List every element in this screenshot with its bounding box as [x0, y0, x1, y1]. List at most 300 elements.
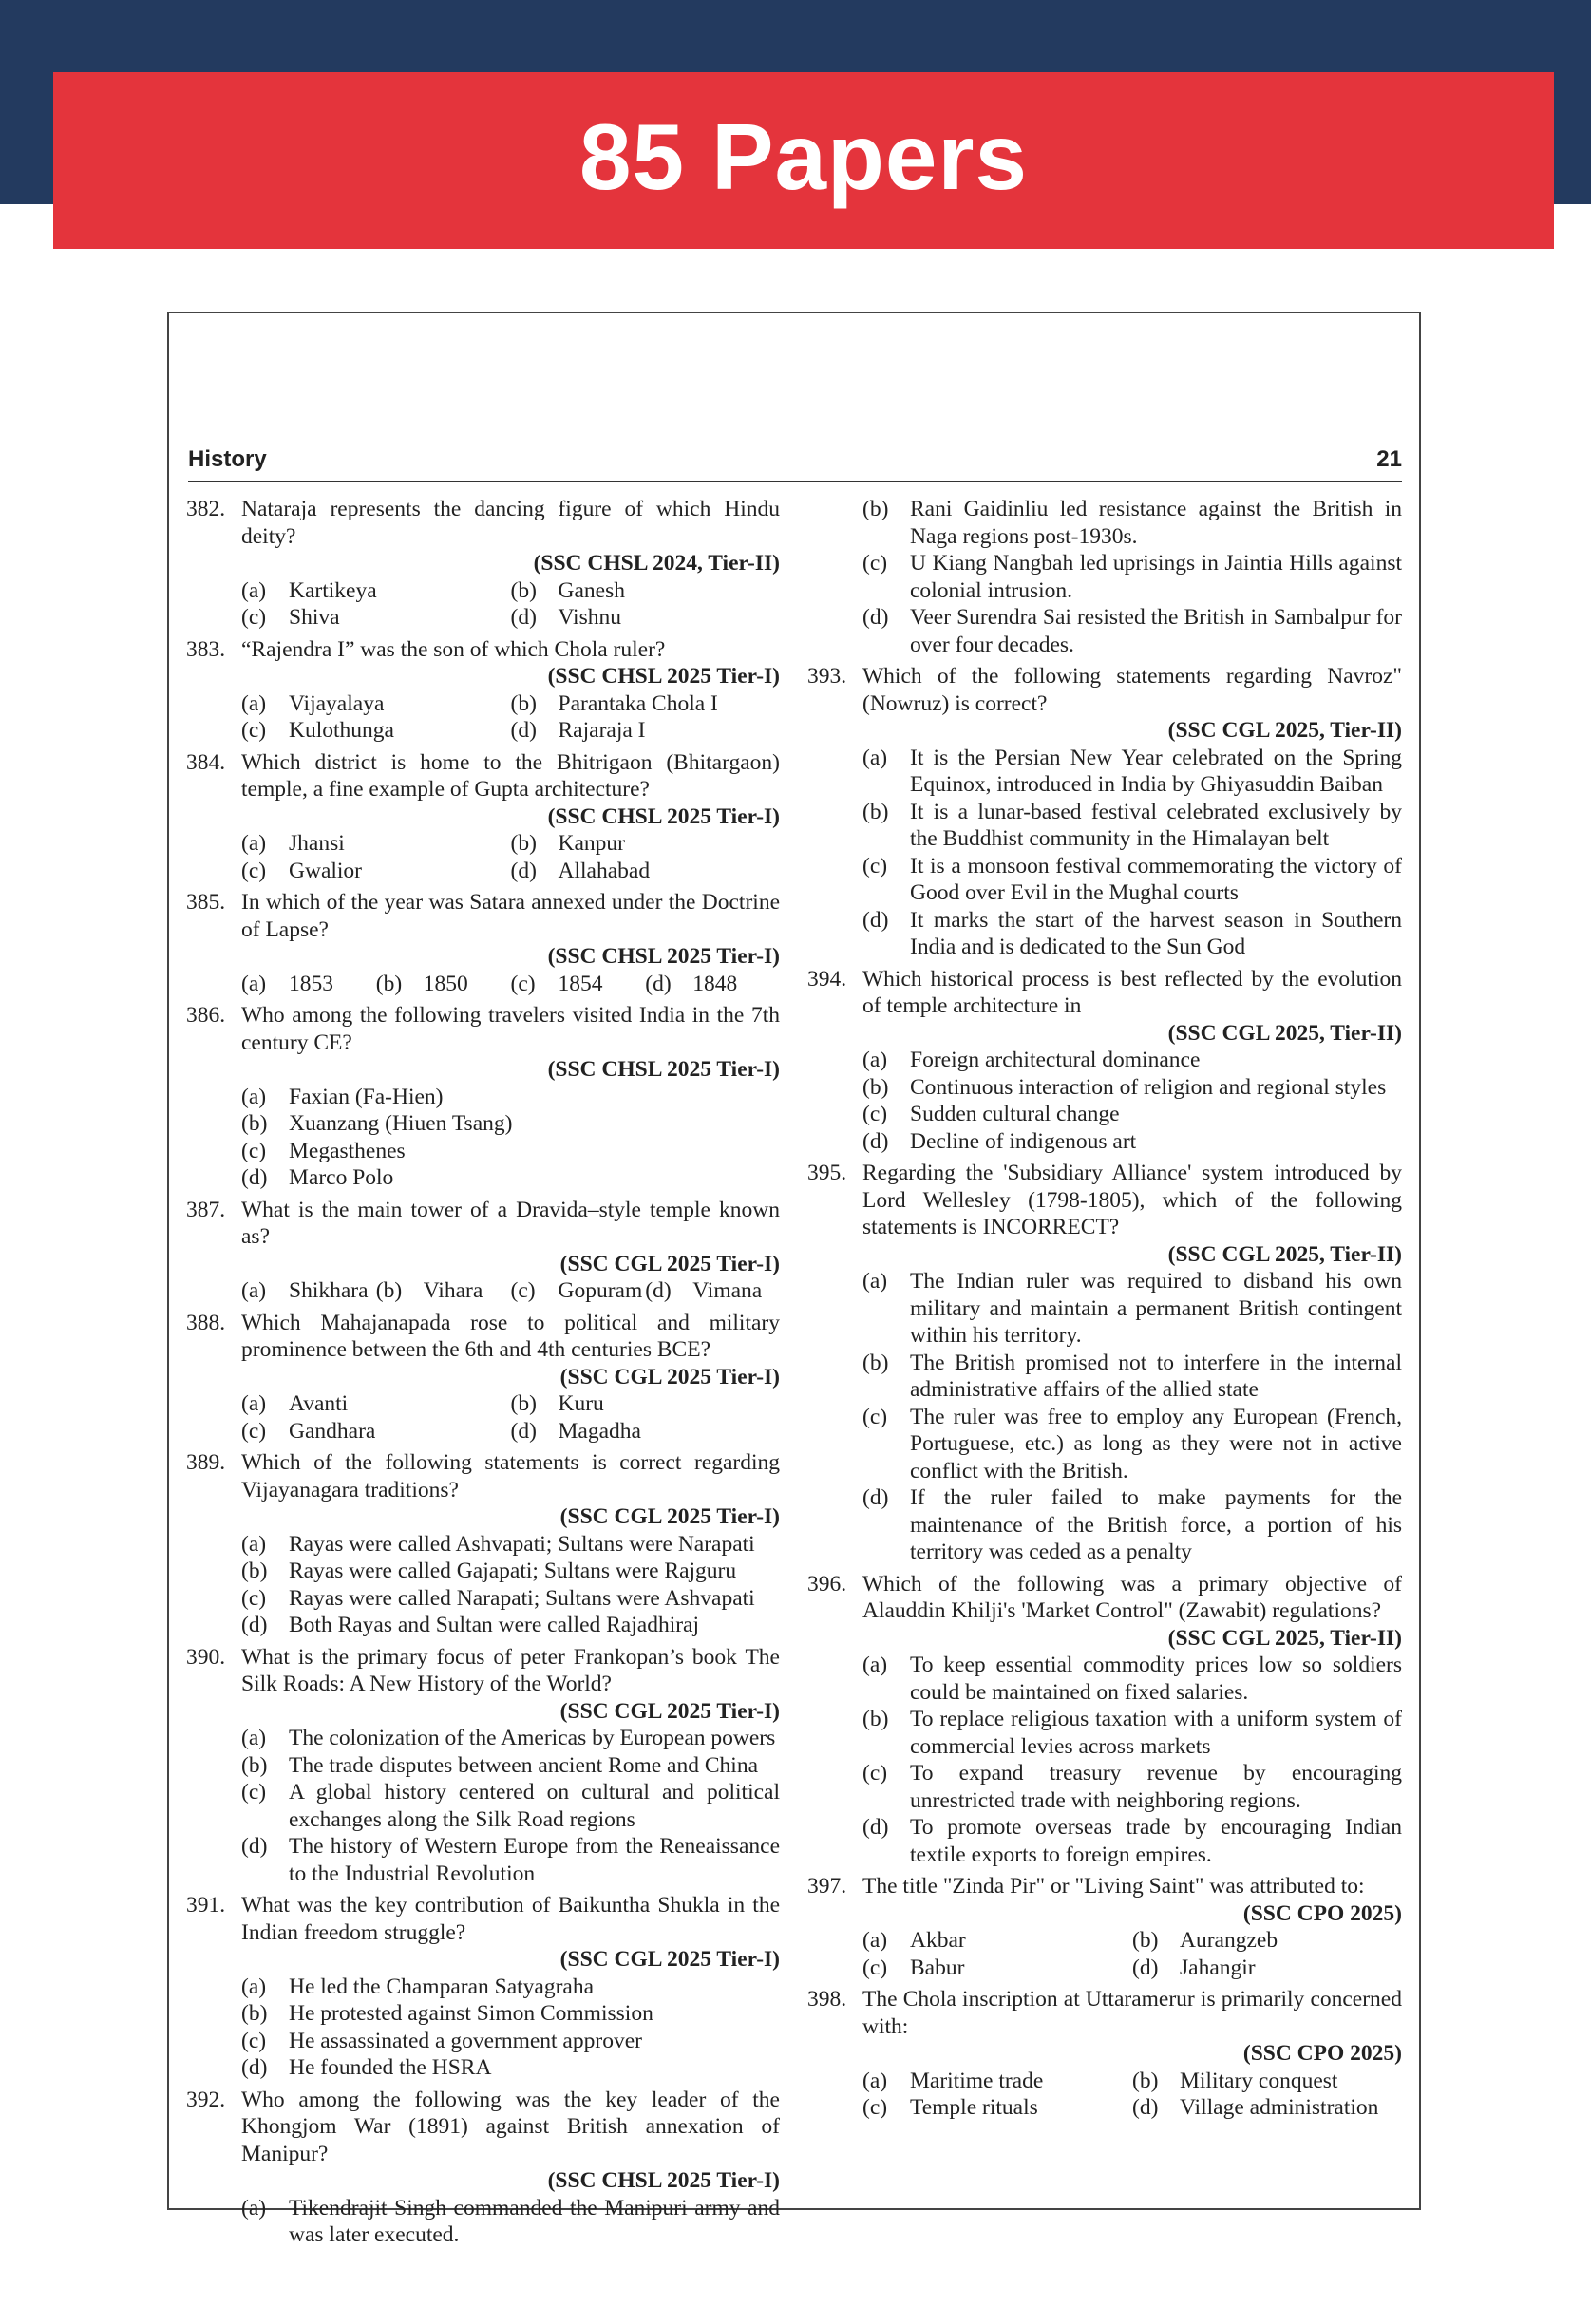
option-label: (b): [862, 1707, 889, 1731]
option-text: Avanti: [289, 1391, 349, 1416]
question-number: 385.: [186, 890, 226, 915]
question-text: [862, 966, 1402, 1020]
question-text-body: What was the key contribution of Baikuntha Shukla in the Indian freedom struggle?: [241, 1893, 780, 1945]
option-text: Rayas were called Narapati; Sultans were Ashvapati: [289, 1585, 755, 1611]
question: [186, 1197, 780, 1278]
option-text: Village administration: [1180, 2095, 1379, 2120]
question-number: 388.: [186, 1310, 226, 1335]
question-block: [186, 1449, 780, 1639]
exam-source: (SSC CGL 2025 Tier-I): [559, 1251, 780, 1276]
option-text: Both Rayas and Sultan were called Rajadhiraj: [289, 1613, 700, 1637]
option-text: He led the Champaran Satyagraha: [289, 1974, 595, 1999]
option-label: (a): [241, 690, 267, 716]
answer-option: [862, 1706, 1402, 1760]
option-label: (d): [862, 1485, 889, 1510]
question-block: [807, 1873, 1402, 1981]
question-number: 393.: [807, 664, 847, 689]
answer-option: [241, 971, 376, 998]
option-label: (c): [241, 2028, 267, 2053]
question-text: [241, 1644, 780, 1698]
option-text: Military conquest: [1180, 2068, 1338, 2093]
answer-option: [862, 1955, 1132, 1982]
question-text: [862, 1571, 1402, 1625]
option-label: (b): [862, 1074, 889, 1100]
answer-option: [241, 1558, 780, 1585]
options-grid: [241, 830, 780, 884]
option-text: A global history centered on cultural and political exchanges along the Silk Road regions: [289, 1780, 780, 1832]
option-text: Continuous interaction of religion and regional styles: [910, 1074, 1387, 1100]
option-text: To expand treasury revenue by encouraging unrestricted trade with neighboring regions.: [910, 1761, 1402, 1813]
option-label: (c): [862, 551, 888, 576]
question: [807, 663, 1402, 745]
option-text: The trade disputes between ancient Rome and China: [289, 1752, 758, 1778]
question-block: [807, 1160, 1402, 1566]
answer-option: [1132, 1955, 1402, 1982]
option-label: (c): [241, 605, 267, 630]
option-text: Temple rituals: [910, 2095, 1038, 2120]
question-number: 387.: [186, 1197, 226, 1222]
option-label: (a): [862, 1048, 888, 1072]
option-label: (b): [510, 831, 537, 856]
question: [186, 2087, 780, 2195]
option-text: Megasthenes: [289, 1138, 406, 1163]
question: [186, 1310, 780, 1391]
question: [186, 1449, 780, 1531]
answer-option: [511, 690, 781, 718]
option-text: Jhansi: [289, 831, 345, 856]
option-text: It is a monsoon festival commemorating the victory of Good over Evil in the Mughal courts: [910, 853, 1402, 905]
option-text: Parantaka Chola I: [558, 690, 718, 716]
answer-option: [376, 971, 511, 998]
answer-option: [241, 1725, 780, 1752]
question-text-body: What is the primary focus of peter Frankopan’s book The Silk Roads: A New History of the World?: [241, 1644, 780, 1696]
option-text: Aurangzeb: [1180, 1928, 1278, 1953]
option-label: (b): [375, 971, 403, 996]
answer-option: [376, 1277, 511, 1305]
answer-option: [862, 1927, 1132, 1955]
option-label: (d): [645, 1278, 672, 1303]
answer-option: [862, 1047, 1402, 1074]
option-text: Maritime trade: [910, 2068, 1044, 2093]
option-text: The history of Western Europe from the Reneaissance to the Industrial Revolution: [289, 1834, 780, 1886]
answer-option: [511, 1390, 781, 1418]
option-label: (d): [510, 858, 537, 883]
option-text: Allahabad: [558, 858, 651, 883]
option-label: (b): [1132, 2068, 1159, 2093]
answer-option: [862, 1350, 1402, 1404]
answer-option: [241, 2195, 780, 2249]
option-label: (c): [241, 1780, 267, 1804]
option-label: (d): [241, 1834, 268, 1859]
option-text: Sudden cultural change: [910, 1102, 1120, 1126]
option-label: (a): [862, 1928, 888, 1953]
exam-source: (SSC CGL 2025 Tier-I): [559, 1947, 780, 1972]
question: [807, 1160, 1402, 1268]
answer-option: [511, 1418, 781, 1445]
option-label: (c): [241, 1585, 267, 1611]
answer-option: [511, 717, 781, 745]
option-label: (a): [862, 745, 888, 770]
answer-option: [511, 858, 781, 885]
answer-option: [241, 1752, 780, 1780]
question-text: [241, 1892, 780, 1946]
option-text: Marco Polo: [289, 1165, 394, 1190]
left-column: [186, 496, 780, 2254]
answer-option: [241, 1390, 511, 1418]
answer-option: [241, 1084, 780, 1111]
option-text: He assassinated a government approver: [289, 2028, 642, 2053]
option-text: The Indian ruler was required to disband his own military and maintain a permanent British contingent within his territory.: [910, 1269, 1402, 1348]
exam-source: (SSC CGL 2025 Tier-I): [559, 1698, 780, 1724]
answer-option: [862, 1268, 1402, 1350]
question-block: [186, 1644, 780, 1888]
question-block: [807, 663, 1402, 961]
option-label: (b): [241, 1111, 268, 1136]
right-column: [807, 496, 1402, 2126]
question-text-body: Which of the following was a primary objective of Alauddin Khilji's 'Market Control" (Zawabit) regulations?: [862, 1571, 1402, 1623]
option-label: (b): [862, 799, 889, 824]
exam-source: (SSC CGL 2025 Tier-I): [559, 1364, 780, 1389]
answer-option: [241, 604, 511, 632]
question-number: 391.: [186, 1893, 226, 1918]
option-label: (b): [1132, 1928, 1159, 1953]
option-label: (d): [645, 971, 672, 996]
option-label: (d): [510, 1418, 537, 1444]
option-label: (c): [862, 853, 888, 879]
option-text: Rayas were called Ashvapati; Sultans were Narapati: [289, 1531, 755, 1557]
option-label: (c): [862, 1102, 888, 1126]
answer-option: [241, 1418, 511, 1445]
banner-title: 85 Papers: [578, 104, 1029, 209]
option-label: (a): [862, 1653, 888, 1677]
answer-option: [862, 550, 1402, 604]
answer-option: [241, 1974, 780, 2001]
answer-option: [241, 1585, 780, 1613]
answer-option: [511, 971, 646, 998]
option-label: (c): [862, 1761, 888, 1786]
option-label: (b): [241, 2001, 268, 2026]
option-text: Rayas were called Gajapati; Sultans were Rajguru: [289, 1559, 737, 1583]
question-text: [862, 1986, 1402, 2040]
question-text: [862, 1873, 1402, 1900]
answer-option: [862, 1484, 1402, 1566]
option-text: Gwalior: [289, 858, 363, 883]
option-text: To replace religious taxation with a uniform system of commercial levies across markets: [910, 1707, 1402, 1759]
page-number: 21: [1376, 446, 1402, 472]
answer-option: [241, 717, 511, 745]
option-label: (a): [241, 1726, 267, 1750]
option-text: The British promised not to interfere in the internal administrative affairs of the allied state: [910, 1350, 1402, 1402]
option-text: Vijayalaya: [289, 690, 385, 716]
question-number: 383.: [186, 636, 226, 662]
option-text: Rani Gaidinliu led resistance against the British in Naga regions post-1930s.: [910, 497, 1402, 549]
question-text-body: Which of the following statements regarding Navroz" (Nowruz) is correct?: [862, 664, 1402, 716]
question-text-body: Which district is home to the Bhitrigaon (Bhitargaon) temple, a fine example of Gupta architecture?: [241, 749, 780, 802]
option-label: (c): [510, 971, 536, 996]
option-text: Shiva: [289, 605, 340, 630]
question-text-body: Regarding the 'Subsidiary Alliance' system introduced by Lord Wellesley (1798-1805), which of the following statements is INCORRECT?: [862, 1161, 1402, 1239]
option-text: It marks the start of the harvest season in Southern India and is dedicated to the Sun God: [910, 907, 1402, 959]
option-label: (c): [510, 1278, 536, 1303]
question-text: [241, 1449, 780, 1503]
option-label: (b): [862, 497, 889, 521]
option-text: Decline of indigenous art: [910, 1128, 1137, 1154]
option-text: Shikhara: [289, 1278, 369, 1303]
question-block: [186, 1002, 780, 1192]
option-text: It is a lunar-based festival celebrated exclusively by the Buddhist community in the Himalayan belt: [910, 799, 1402, 851]
option-label: (d): [862, 1128, 889, 1154]
question-text-body: What is the main tower of a Dravida–style temple known as?: [241, 1197, 780, 1249]
option-label: (d): [1132, 2095, 1159, 2120]
answer-option: [241, 1779, 780, 1833]
option-label: (c): [241, 1138, 267, 1163]
option-text: Gandhara: [289, 1418, 376, 1444]
option-label: (a): [241, 1531, 267, 1557]
option-text: 1848: [692, 971, 738, 996]
question-text: [241, 1197, 780, 1251]
option-label: (b): [510, 577, 537, 603]
question-text-body: Which historical process is best reflected by the evolution of temple architecture in: [862, 966, 1402, 1018]
question: [807, 1873, 1402, 1927]
option-text: If the ruler failed to make payments for the maintenance of the British force, a portion of his territory was ceded as a penalty: [910, 1485, 1402, 1564]
option-label: (c): [862, 1955, 888, 1980]
question: [807, 966, 1402, 1048]
subject-label: History: [188, 446, 267, 472]
option-text: Rajaraja I: [558, 718, 646, 743]
option-label: (d): [241, 1165, 268, 1190]
answer-option: [241, 858, 511, 885]
exam-source: (SSC CGL 2025 Tier-I): [559, 1504, 780, 1529]
question-number: 382.: [186, 497, 226, 521]
option-text: He founded the HSRA: [289, 2055, 492, 2080]
question-block: [807, 966, 1402, 1156]
option-text: To promote overseas trade by encouraging Indian textile exports to foreign empires.: [910, 1815, 1402, 1867]
option-label: (d): [1132, 1955, 1159, 1980]
answer-option: [862, 2094, 1132, 2122]
question-number: 395.: [807, 1161, 847, 1185]
spacer: [807, 2122, 1402, 2126]
option-label: (b): [862, 1350, 889, 1375]
option-text: Kanpur: [558, 831, 625, 856]
option-text: The colonization of the Americas by European powers: [289, 1726, 776, 1750]
question-block: [186, 889, 780, 997]
option-label: (a): [241, 577, 267, 603]
answer-option: [862, 1128, 1402, 1156]
option-label: (c): [241, 718, 267, 743]
option-text: Vimana: [692, 1278, 763, 1303]
option-label: (d): [510, 718, 537, 743]
question-number: 390.: [186, 1644, 226, 1670]
exam-source: (SSC CGL 2025, Tier-II): [1167, 1241, 1402, 1267]
question: [186, 1892, 780, 1974]
option-text: Ganesh: [558, 577, 625, 603]
option-label: (a): [241, 831, 267, 856]
answer-option: [241, 1833, 780, 1887]
option-label: (b): [241, 1752, 268, 1778]
running-header: [188, 444, 1402, 482]
question-text: [241, 636, 780, 664]
option-text: Faxian (Fa-Hien): [289, 1084, 444, 1109]
question-text-body: Who among the following was the key leader of the Khongjom War (1891) against British annexation of Manipur?: [241, 2087, 780, 2166]
question-text-body: In which of the year was Satara annexed under the Doctrine of Lapse?: [241, 890, 780, 942]
answer-option: [241, 1138, 780, 1165]
title-banner: [53, 72, 1554, 249]
option-text: The ruler was free to employ any European (French, Portuguese, etc.) as long as they were not in active conflict with the British.: [910, 1404, 1402, 1483]
question-number: 396.: [807, 1571, 847, 1597]
answer-option: [645, 971, 780, 998]
question-block: [186, 1310, 780, 1445]
answer-option: [241, 2000, 780, 2028]
question-text: [862, 1160, 1402, 1241]
question-text-body: “Rajendra I” was the son of which Chola ruler?: [241, 636, 666, 662]
option-text: Kuru: [558, 1391, 604, 1416]
answer-option: [862, 853, 1402, 907]
answer-option: [241, 1164, 780, 1192]
option-label: (d): [241, 2055, 268, 2080]
option-label: (c): [862, 1404, 888, 1429]
exam-source: (SSC CHSL 2025 Tier-I): [547, 664, 780, 689]
answer-option: [862, 745, 1402, 799]
options-row: [241, 971, 780, 998]
answer-option: [862, 1074, 1402, 1102]
answer-option: [241, 830, 511, 858]
option-text: Vishnu: [558, 605, 621, 630]
question-text: [241, 496, 780, 550]
option-label: (a): [241, 2195, 267, 2220]
question-block: [186, 2087, 780, 2249]
option-text: Veer Surendra Sai resisted the British in Sambalpur for over four decades.: [910, 605, 1402, 657]
question-number: 397.: [807, 1874, 847, 1899]
question: [807, 1571, 1402, 1653]
option-text: Akbar: [910, 1928, 966, 1953]
question-text-body: The title "Zinda Pir" or "Living Saint" was attributed to:: [862, 1874, 1365, 1899]
question-text-body: Which Mahajanapada rose to political and military prominence between the 6th and 4th centuries BCE?: [241, 1310, 780, 1362]
answer-option: [862, 907, 1402, 961]
option-label: (a): [241, 1278, 267, 1303]
options-grid: [862, 2068, 1402, 2122]
question-text-body: Nataraja represents the dancing figure of which Hindu deity?: [241, 497, 780, 549]
options-row: [241, 1277, 780, 1305]
question-block: [186, 496, 780, 632]
question-number: 389.: [186, 1450, 226, 1475]
options-grid: [241, 577, 780, 632]
option-text: Magadha: [558, 1418, 641, 1444]
answer-option: [241, 577, 511, 605]
question-block: [186, 1197, 780, 1305]
exam-source: (SSC CHSL 2025 Tier-I): [547, 2168, 780, 2193]
exam-source: (SSC CPO 2025): [1242, 1900, 1402, 1926]
question-text: [241, 1310, 780, 1364]
answer-option: [862, 1404, 1402, 1485]
option-text: Gopuram: [558, 1278, 643, 1303]
answer-option: [862, 799, 1402, 853]
answer-option: [511, 604, 781, 632]
option-text: Kulothunga: [289, 718, 394, 743]
answer-option: [241, 2054, 780, 2082]
exam-source: (SSC CGL 2025, Tier-II): [1167, 718, 1402, 743]
option-text: It is the Persian New Year celebrated on the Spring Equinox, introduced in India by Ghiyasuddin Baiban: [910, 745, 1402, 797]
question-block: [807, 1571, 1402, 1869]
question-number: 394.: [807, 966, 847, 992]
question: [186, 1002, 780, 1084]
answer-option: [1132, 1927, 1402, 1955]
option-label: (d): [862, 605, 889, 630]
question: [186, 496, 780, 577]
option-text: 1853: [289, 971, 333, 996]
answer-option: [511, 830, 781, 858]
option-text: U Kiang Nangbah led uprisings in Jaintia Hills against colonial intrusion.: [910, 551, 1402, 603]
question-number: 398.: [807, 1987, 847, 2012]
spacer: [186, 2249, 780, 2254]
answer-option: [862, 1814, 1402, 1868]
option-text: 1854: [558, 971, 603, 996]
answer-option: [241, 1110, 780, 1138]
option-label: (d): [241, 1613, 268, 1637]
option-label: (c): [862, 2095, 888, 2120]
answer-option: [241, 1531, 780, 1559]
option-label: (d): [862, 1815, 889, 1840]
question-text: [862, 663, 1402, 717]
question-number: 386.: [186, 1003, 226, 1028]
question-block: [807, 1986, 1402, 2122]
exam-source: (SSC CGL 2025, Tier-II): [1167, 1020, 1402, 1046]
answer-option: [862, 1652, 1402, 1706]
option-label: (a): [862, 2068, 888, 2093]
question: [807, 1986, 1402, 2068]
question-text: [241, 1002, 780, 1056]
question-text: [241, 889, 780, 943]
answer-option: [241, 2028, 780, 2055]
question-block: [186, 749, 780, 885]
option-text: Babur: [910, 1955, 965, 1980]
option-label: (b): [241, 1559, 268, 1583]
answer-option: [862, 1101, 1402, 1128]
question-block: [186, 1892, 780, 2082]
option-label: (b): [510, 690, 537, 716]
answer-option: [862, 604, 1402, 658]
option-label: (c): [241, 1418, 267, 1444]
answer-option: [511, 1277, 646, 1305]
option-label: (a): [241, 1084, 267, 1109]
answer-option: [862, 496, 1402, 550]
option-text: To keep essential commodity prices low so soldiers could be maintained on fixed salaries.: [910, 1653, 1402, 1705]
option-text: Xuanzang (Hiuen Tsang): [289, 1111, 513, 1136]
exam-source: (SSC CHSL 2025 Tier-I): [547, 803, 780, 829]
question-text-body: Which of the following statements is correct regarding Vijayanagara traditions?: [241, 1450, 780, 1502]
question: [186, 1644, 780, 1726]
exam-source: (SSC CGL 2025, Tier-II): [1167, 1625, 1402, 1651]
answer-option: [511, 577, 781, 605]
answer-option: [241, 690, 511, 718]
option-text: 1850: [423, 971, 468, 996]
option-label: (c): [241, 858, 267, 883]
option-label: (a): [241, 1974, 267, 1999]
answer-option: [645, 1277, 780, 1305]
exam-source: (SSC CHSL 2025 Tier-I): [547, 944, 780, 969]
option-text: Jahangir: [1180, 1955, 1256, 1980]
option-label: (a): [241, 971, 267, 996]
question-text: [241, 749, 780, 803]
exam-source: (SSC CPO 2025): [1242, 2041, 1402, 2066]
option-text: Vihara: [423, 1278, 483, 1303]
question-number: 392.: [186, 2087, 226, 2112]
options-grid: [241, 690, 780, 745]
options-grid: [862, 1927, 1402, 1981]
answer-option: [862, 1760, 1402, 1814]
question: [186, 749, 780, 831]
answer-option: [241, 1277, 376, 1305]
option-label: (d): [510, 605, 537, 630]
